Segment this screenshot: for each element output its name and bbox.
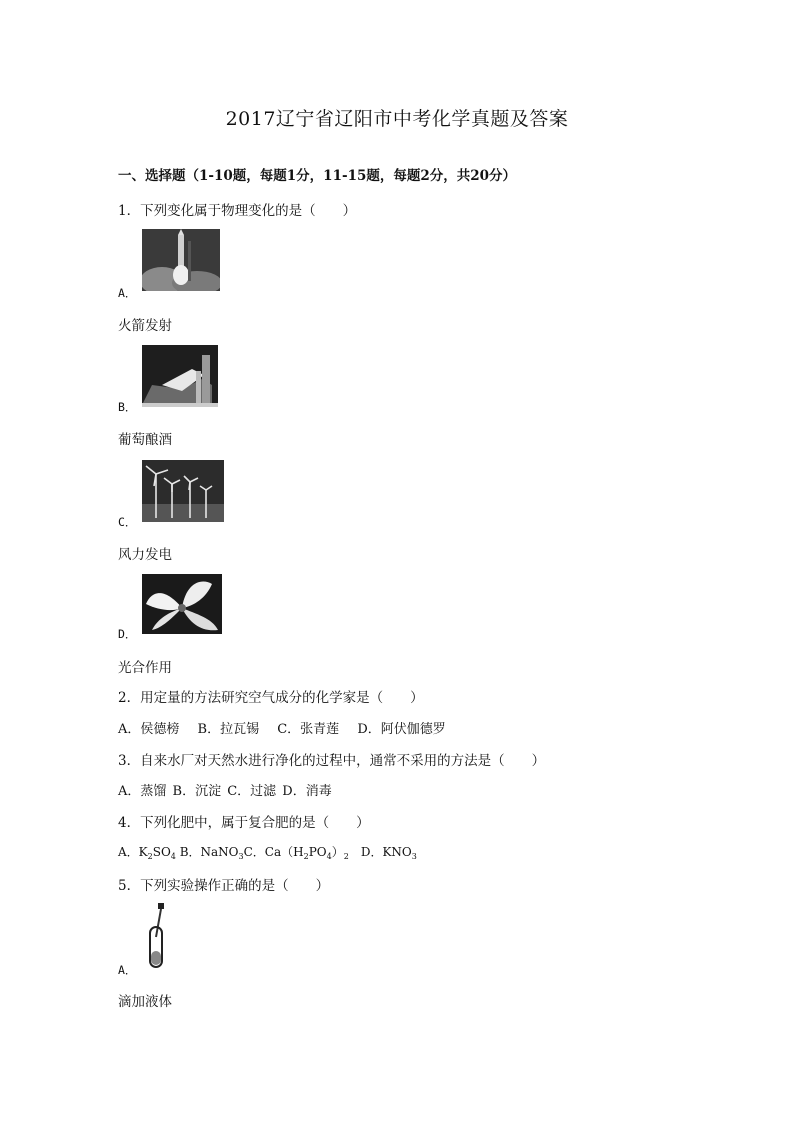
question-2-options xyxy=(118,718,446,737)
wind-turbine-photo xyxy=(142,460,224,522)
page-title: 2017辽宁省辽阳市中考化学真题及答案 xyxy=(225,108,569,130)
question-4-options xyxy=(118,843,417,861)
q5-option-a-letter: A． xyxy=(118,963,137,977)
question-3-stem: 3．自来水厂对天然水进行净化的过程中，通常不采用的方法是（ ） xyxy=(118,753,546,769)
q1-option-b-caption: 葡萄酿酒 xyxy=(118,432,172,448)
q4-a-text: A．K xyxy=(118,845,148,859)
q4-b-sub: 3 xyxy=(238,852,244,861)
q2-option-a: A．侯德榜 xyxy=(118,722,180,737)
q4-a-text-2: SO xyxy=(152,845,171,859)
q4-b-text: B．NaNO xyxy=(175,845,239,859)
q1-option-b-letter: B． xyxy=(118,400,137,414)
question-5-stem: 5．下列实验操作正确的是（ ） xyxy=(118,878,330,894)
q2-option-d: D．阿伏伽德罗 xyxy=(357,722,446,737)
question-4-stem: 4．下列化肥中，属于复合肥的是（ ） xyxy=(118,815,370,831)
q4-c-text-2: PO xyxy=(308,845,327,859)
q1-option-a-caption: 火箭发射 xyxy=(118,318,172,334)
q1-option-d-caption: 光合作用 xyxy=(118,660,172,676)
winery-photo xyxy=(142,345,218,407)
question-3-options: A．蒸馏 B．沉淀 C．过滤 D．消毒 xyxy=(118,784,332,799)
rocket-launch-photo xyxy=(142,229,220,291)
q4-c-sub-3: 2 xyxy=(343,852,349,861)
q1-option-a-letter: A． xyxy=(118,286,137,300)
q2-option-c: C．张青莲 xyxy=(277,722,340,737)
q4-c-sub: 2 xyxy=(303,852,309,861)
q2-option-b: B．拉瓦锡 xyxy=(197,722,260,737)
q4-c-text: C．Ca（H xyxy=(243,845,304,859)
section-heading: 一、选择题（1-10题，每题1分，11-15题，每题2分，共20分） xyxy=(118,168,517,184)
q1-option-c-caption: 风力发电 xyxy=(118,547,172,563)
question-2-stem: 2．用定量的方法研究空气成分的化学家是（ ） xyxy=(118,690,424,706)
q4-c-sub-2: 4 xyxy=(326,852,332,861)
dropper-test-tube-photo xyxy=(144,903,168,971)
q5-option-a-caption: 滴加液体 xyxy=(118,994,172,1010)
q4-a-sub: 2 xyxy=(147,852,153,861)
q1-option-d-letter: D． xyxy=(118,627,137,641)
q1-option-c-letter: C． xyxy=(118,515,137,529)
q4-d-sub: 3 xyxy=(411,852,417,861)
q4-c-text-3: ） xyxy=(331,845,344,859)
q4-a-sub-2: 4 xyxy=(170,852,176,861)
question-1-stem: 1．下列变化属于物理变化的是（ ） xyxy=(118,203,357,219)
q4-d-text: D．KNO xyxy=(348,845,412,859)
leaf-photo xyxy=(142,574,222,634)
